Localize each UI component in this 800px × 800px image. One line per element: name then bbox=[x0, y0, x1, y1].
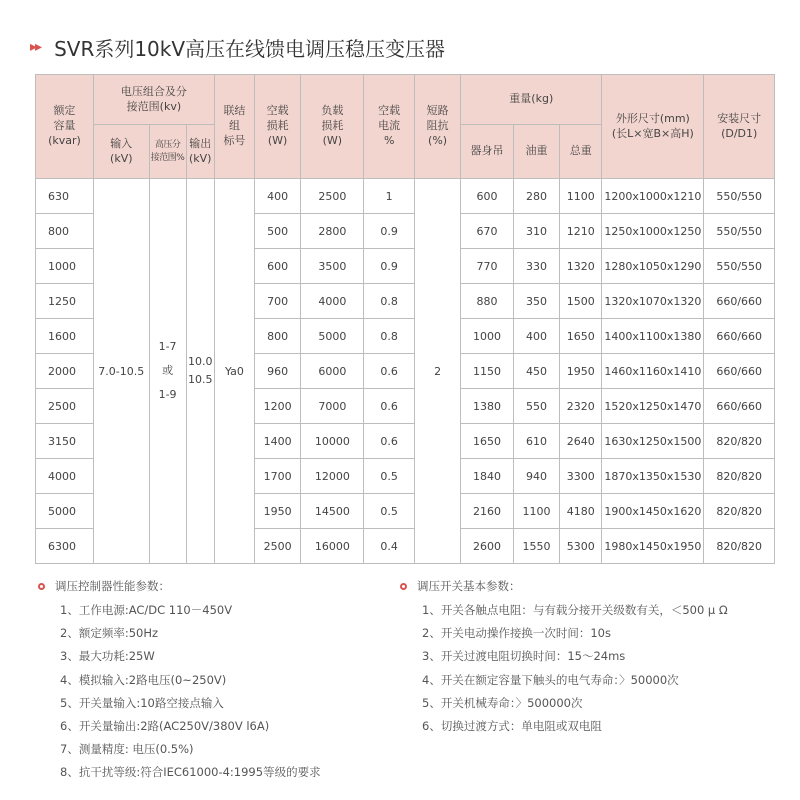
cell-capacity: 5000 bbox=[36, 494, 94, 529]
page-title: SVR系列10kV高压在线馈电调压稳压变压器 bbox=[54, 36, 446, 61]
cell-dimensions: 1400x1100x1380 bbox=[602, 319, 704, 354]
list-item: 3、开关过渡电阻切换时间：15～24ms bbox=[422, 649, 626, 664]
list-item: 6、切换过渡方式：单电阻或双电阻 bbox=[422, 718, 602, 733]
circle-bullet-icon bbox=[38, 583, 45, 590]
header-connection: 联结 组 标号 bbox=[214, 75, 254, 179]
table-row bbox=[36, 179, 775, 214]
cell-total-weight: 1650 bbox=[560, 319, 602, 354]
cell-mount-size: 660/660 bbox=[704, 319, 775, 354]
cell-no-load-loss: 500 bbox=[254, 214, 300, 249]
cell-no-load-current: 0.5 bbox=[364, 459, 415, 494]
cell-no-load-loss: 1200 bbox=[254, 389, 300, 424]
cell-load-loss: 14500 bbox=[301, 494, 364, 529]
cell-capacity: 4000 bbox=[36, 459, 94, 494]
cell-dimensions: 1870x1350x1530 bbox=[602, 459, 704, 494]
cell-no-load-current: 0.4 bbox=[364, 529, 415, 564]
cell-no-load-loss: 2500 bbox=[254, 529, 300, 564]
cell-body-weight: 2160 bbox=[461, 494, 514, 529]
cell-body-weight: 1150 bbox=[461, 354, 514, 389]
cell-no-load-loss: 400 bbox=[254, 179, 300, 214]
header-tap-range: 高压分 接范围% bbox=[149, 125, 186, 179]
header-mount-size: 安装尺寸 (D/D1) bbox=[704, 75, 775, 179]
controller-params-heading: 调压控制器性能参数： bbox=[55, 579, 170, 593]
list-item: 4、开关在额定容量下触头的电气寿命：〉50000次 bbox=[422, 672, 679, 687]
list-item: 1、开关各触点电阻：与有载分接开关级数有关，＜500 μ Ω bbox=[422, 603, 728, 617]
list-item: 5、开关机械寿命：〉500000次 bbox=[422, 695, 583, 710]
cell-body-weight: 880 bbox=[461, 284, 514, 319]
switch-params bbox=[400, 576, 790, 738]
cell-capacity: 800 bbox=[36, 214, 94, 249]
cell-capacity: 6300 bbox=[36, 529, 94, 564]
cell-output-voltage: 10.0 10.5 bbox=[186, 179, 214, 564]
cell-body-weight: 1840 bbox=[461, 459, 514, 494]
cell-mount-size: 550/550 bbox=[704, 179, 775, 214]
cell-no-load-current: 1 bbox=[364, 179, 415, 214]
cell-body-weight: 1000 bbox=[461, 319, 514, 354]
circle-bullet-icon bbox=[400, 583, 407, 590]
cell-no-load-loss: 800 bbox=[254, 319, 300, 354]
cell-no-load-current: 0.6 bbox=[364, 389, 415, 424]
cell-load-loss: 5000 bbox=[301, 319, 364, 354]
cell-dimensions: 1250x1000x1250 bbox=[602, 214, 704, 249]
cell-dimensions: 1280x1050x1290 bbox=[602, 249, 704, 284]
header-total-weight: 总重 bbox=[560, 125, 602, 179]
header-oil-weight: 油重 bbox=[513, 125, 559, 179]
header-output: 输出 (kV) bbox=[186, 125, 214, 179]
cell-no-load-current: 0.6 bbox=[364, 424, 415, 459]
cell-dimensions: 1900x1450x1620 bbox=[602, 494, 704, 529]
cell-body-weight: 1650 bbox=[461, 424, 514, 459]
header-weight: 重量(kg) bbox=[461, 75, 602, 125]
cell-no-load-loss: 1400 bbox=[254, 424, 300, 459]
switch-params-list bbox=[400, 599, 790, 738]
controller-params-list bbox=[38, 599, 398, 785]
cell-total-weight: 2320 bbox=[560, 389, 602, 424]
cell-mount-size: 550/550 bbox=[704, 249, 775, 284]
cell-no-load-current: 0.6 bbox=[364, 354, 415, 389]
list-item: 1、工作电源:AC/DC 110－450V bbox=[60, 603, 233, 617]
list-item: 5、开关量输入:10路空接点输入 bbox=[60, 695, 224, 710]
cell-oil-weight: 550 bbox=[513, 389, 559, 424]
cell-mount-size: 820/820 bbox=[704, 459, 775, 494]
cell-capacity: 1250 bbox=[36, 284, 94, 319]
cell-load-loss: 2800 bbox=[301, 214, 364, 249]
list-item: 2、额定频率:50Hz bbox=[60, 626, 159, 641]
cell-oil-weight: 610 bbox=[513, 424, 559, 459]
list-item: 3、最大功耗:25W bbox=[60, 649, 155, 664]
cell-oil-weight: 310 bbox=[513, 214, 559, 249]
cell-total-weight: 3300 bbox=[560, 459, 602, 494]
cell-no-load-loss: 600 bbox=[254, 249, 300, 284]
cell-no-load-loss: 960 bbox=[254, 354, 300, 389]
header-voltage-group: 电压组合及分 接范围(kv) bbox=[93, 75, 214, 125]
cell-load-loss: 7000 bbox=[301, 389, 364, 424]
switch-params-heading: 调压开关基本参数： bbox=[417, 579, 521, 593]
cell-oil-weight: 330 bbox=[513, 249, 559, 284]
cell-total-weight: 2640 bbox=[560, 424, 602, 459]
list-item: 8、抗干扰等级:符合IEC61000-4:1995等级的要求 bbox=[60, 765, 321, 780]
cell-load-loss: 2500 bbox=[301, 179, 364, 214]
cell-dimensions: 1460x1160x1410 bbox=[602, 354, 704, 389]
cell-no-load-loss: 1950 bbox=[254, 494, 300, 529]
cell-mount-size: 660/660 bbox=[704, 389, 775, 424]
header-no-load-loss: 空载 损耗 (W) bbox=[254, 75, 300, 179]
cell-total-weight: 4180 bbox=[560, 494, 602, 529]
header-body-lift: 器身吊 bbox=[461, 125, 514, 179]
cell-oil-weight: 280 bbox=[513, 179, 559, 214]
cell-oil-weight: 1100 bbox=[513, 494, 559, 529]
spec-table bbox=[35, 74, 775, 564]
cell-mount-size: 820/820 bbox=[704, 424, 775, 459]
controller-params bbox=[38, 576, 398, 785]
cell-capacity: 3150 bbox=[36, 424, 94, 459]
cell-load-loss: 3500 bbox=[301, 249, 364, 284]
cell-body-weight: 670 bbox=[461, 214, 514, 249]
cell-dimensions: 1320x1070x1320 bbox=[602, 284, 704, 319]
header-dimensions: 外形尺寸(mm) (长L×宽B×高H) bbox=[602, 75, 704, 179]
cell-total-weight: 1210 bbox=[560, 214, 602, 249]
cell-body-weight: 770 bbox=[461, 249, 514, 284]
list-item: 7、测量精度: 电压(0.5%) bbox=[60, 742, 194, 757]
cell-no-load-loss: 700 bbox=[254, 284, 300, 319]
cell-oil-weight: 1550 bbox=[513, 529, 559, 564]
header-short-circuit: 短路 阻抗 (%) bbox=[414, 75, 460, 179]
header-rated-capacity: 额定 容量 (kvar) bbox=[36, 75, 94, 179]
cell-mount-size: 550/550 bbox=[704, 214, 775, 249]
cell-oil-weight: 450 bbox=[513, 354, 559, 389]
cell-total-weight: 1320 bbox=[560, 249, 602, 284]
cell-input-voltage: 7.0-10.5 bbox=[93, 179, 149, 564]
cell-connection: Ya0 bbox=[214, 179, 254, 564]
cell-short-circuit: 2 bbox=[414, 179, 460, 564]
cell-capacity: 630 bbox=[36, 179, 94, 214]
cell-mount-size: 820/820 bbox=[704, 529, 775, 564]
cell-total-weight: 1950 bbox=[560, 354, 602, 389]
cell-load-loss: 12000 bbox=[301, 459, 364, 494]
list-item: 2、开关电动操作接换一次时间：10s bbox=[422, 626, 611, 641]
cell-tap-range: 1-7 或 1-9 bbox=[149, 179, 186, 564]
page-title-row bbox=[30, 32, 445, 62]
cell-total-weight: 1100 bbox=[560, 179, 602, 214]
cell-dimensions: 1630x1250x1500 bbox=[602, 424, 704, 459]
cell-capacity: 2500 bbox=[36, 389, 94, 424]
cell-total-weight: 1500 bbox=[560, 284, 602, 319]
list-item: 6、开关量输出:2路(AC250V/380V l6A) bbox=[60, 718, 270, 733]
cell-no-load-current: 0.9 bbox=[364, 249, 415, 284]
cell-load-loss: 10000 bbox=[301, 424, 364, 459]
cell-mount-size: 820/820 bbox=[704, 494, 775, 529]
cell-body-weight: 2600 bbox=[461, 529, 514, 564]
cell-oil-weight: 940 bbox=[513, 459, 559, 494]
cell-mount-size: 660/660 bbox=[704, 284, 775, 319]
cell-no-load-current: 0.5 bbox=[364, 494, 415, 529]
header-load-loss: 负载 损耗 (W) bbox=[301, 75, 364, 179]
cell-mount-size: 660/660 bbox=[704, 354, 775, 389]
cell-dimensions: 1520x1250x1470 bbox=[602, 389, 704, 424]
cell-capacity: 1600 bbox=[36, 319, 94, 354]
cell-no-load-current: 0.8 bbox=[364, 319, 415, 354]
cell-capacity: 1000 bbox=[36, 249, 94, 284]
cell-no-load-loss: 1700 bbox=[254, 459, 300, 494]
cell-oil-weight: 400 bbox=[513, 319, 559, 354]
header-input: 输入 (kV) bbox=[93, 125, 149, 179]
cell-no-load-current: 0.8 bbox=[364, 284, 415, 319]
list-item: 4、模拟输入:2路电压(0~250V) bbox=[60, 672, 227, 687]
cell-body-weight: 600 bbox=[461, 179, 514, 214]
cell-body-weight: 1380 bbox=[461, 389, 514, 424]
cell-total-weight: 5300 bbox=[560, 529, 602, 564]
cell-oil-weight: 350 bbox=[513, 284, 559, 319]
cell-load-loss: 6000 bbox=[301, 354, 364, 389]
cell-no-load-current: 0.9 bbox=[364, 214, 415, 249]
cell-capacity: 2000 bbox=[36, 354, 94, 389]
cell-dimensions: 1980x1450x1950 bbox=[602, 529, 704, 564]
double-arrow-icon: ▸▸ bbox=[30, 39, 41, 55]
cell-load-loss: 16000 bbox=[301, 529, 364, 564]
cell-load-loss: 4000 bbox=[301, 284, 364, 319]
cell-dimensions: 1200x1000x1210 bbox=[602, 179, 704, 214]
header-no-load-current: 空载 电流 % bbox=[364, 75, 415, 179]
